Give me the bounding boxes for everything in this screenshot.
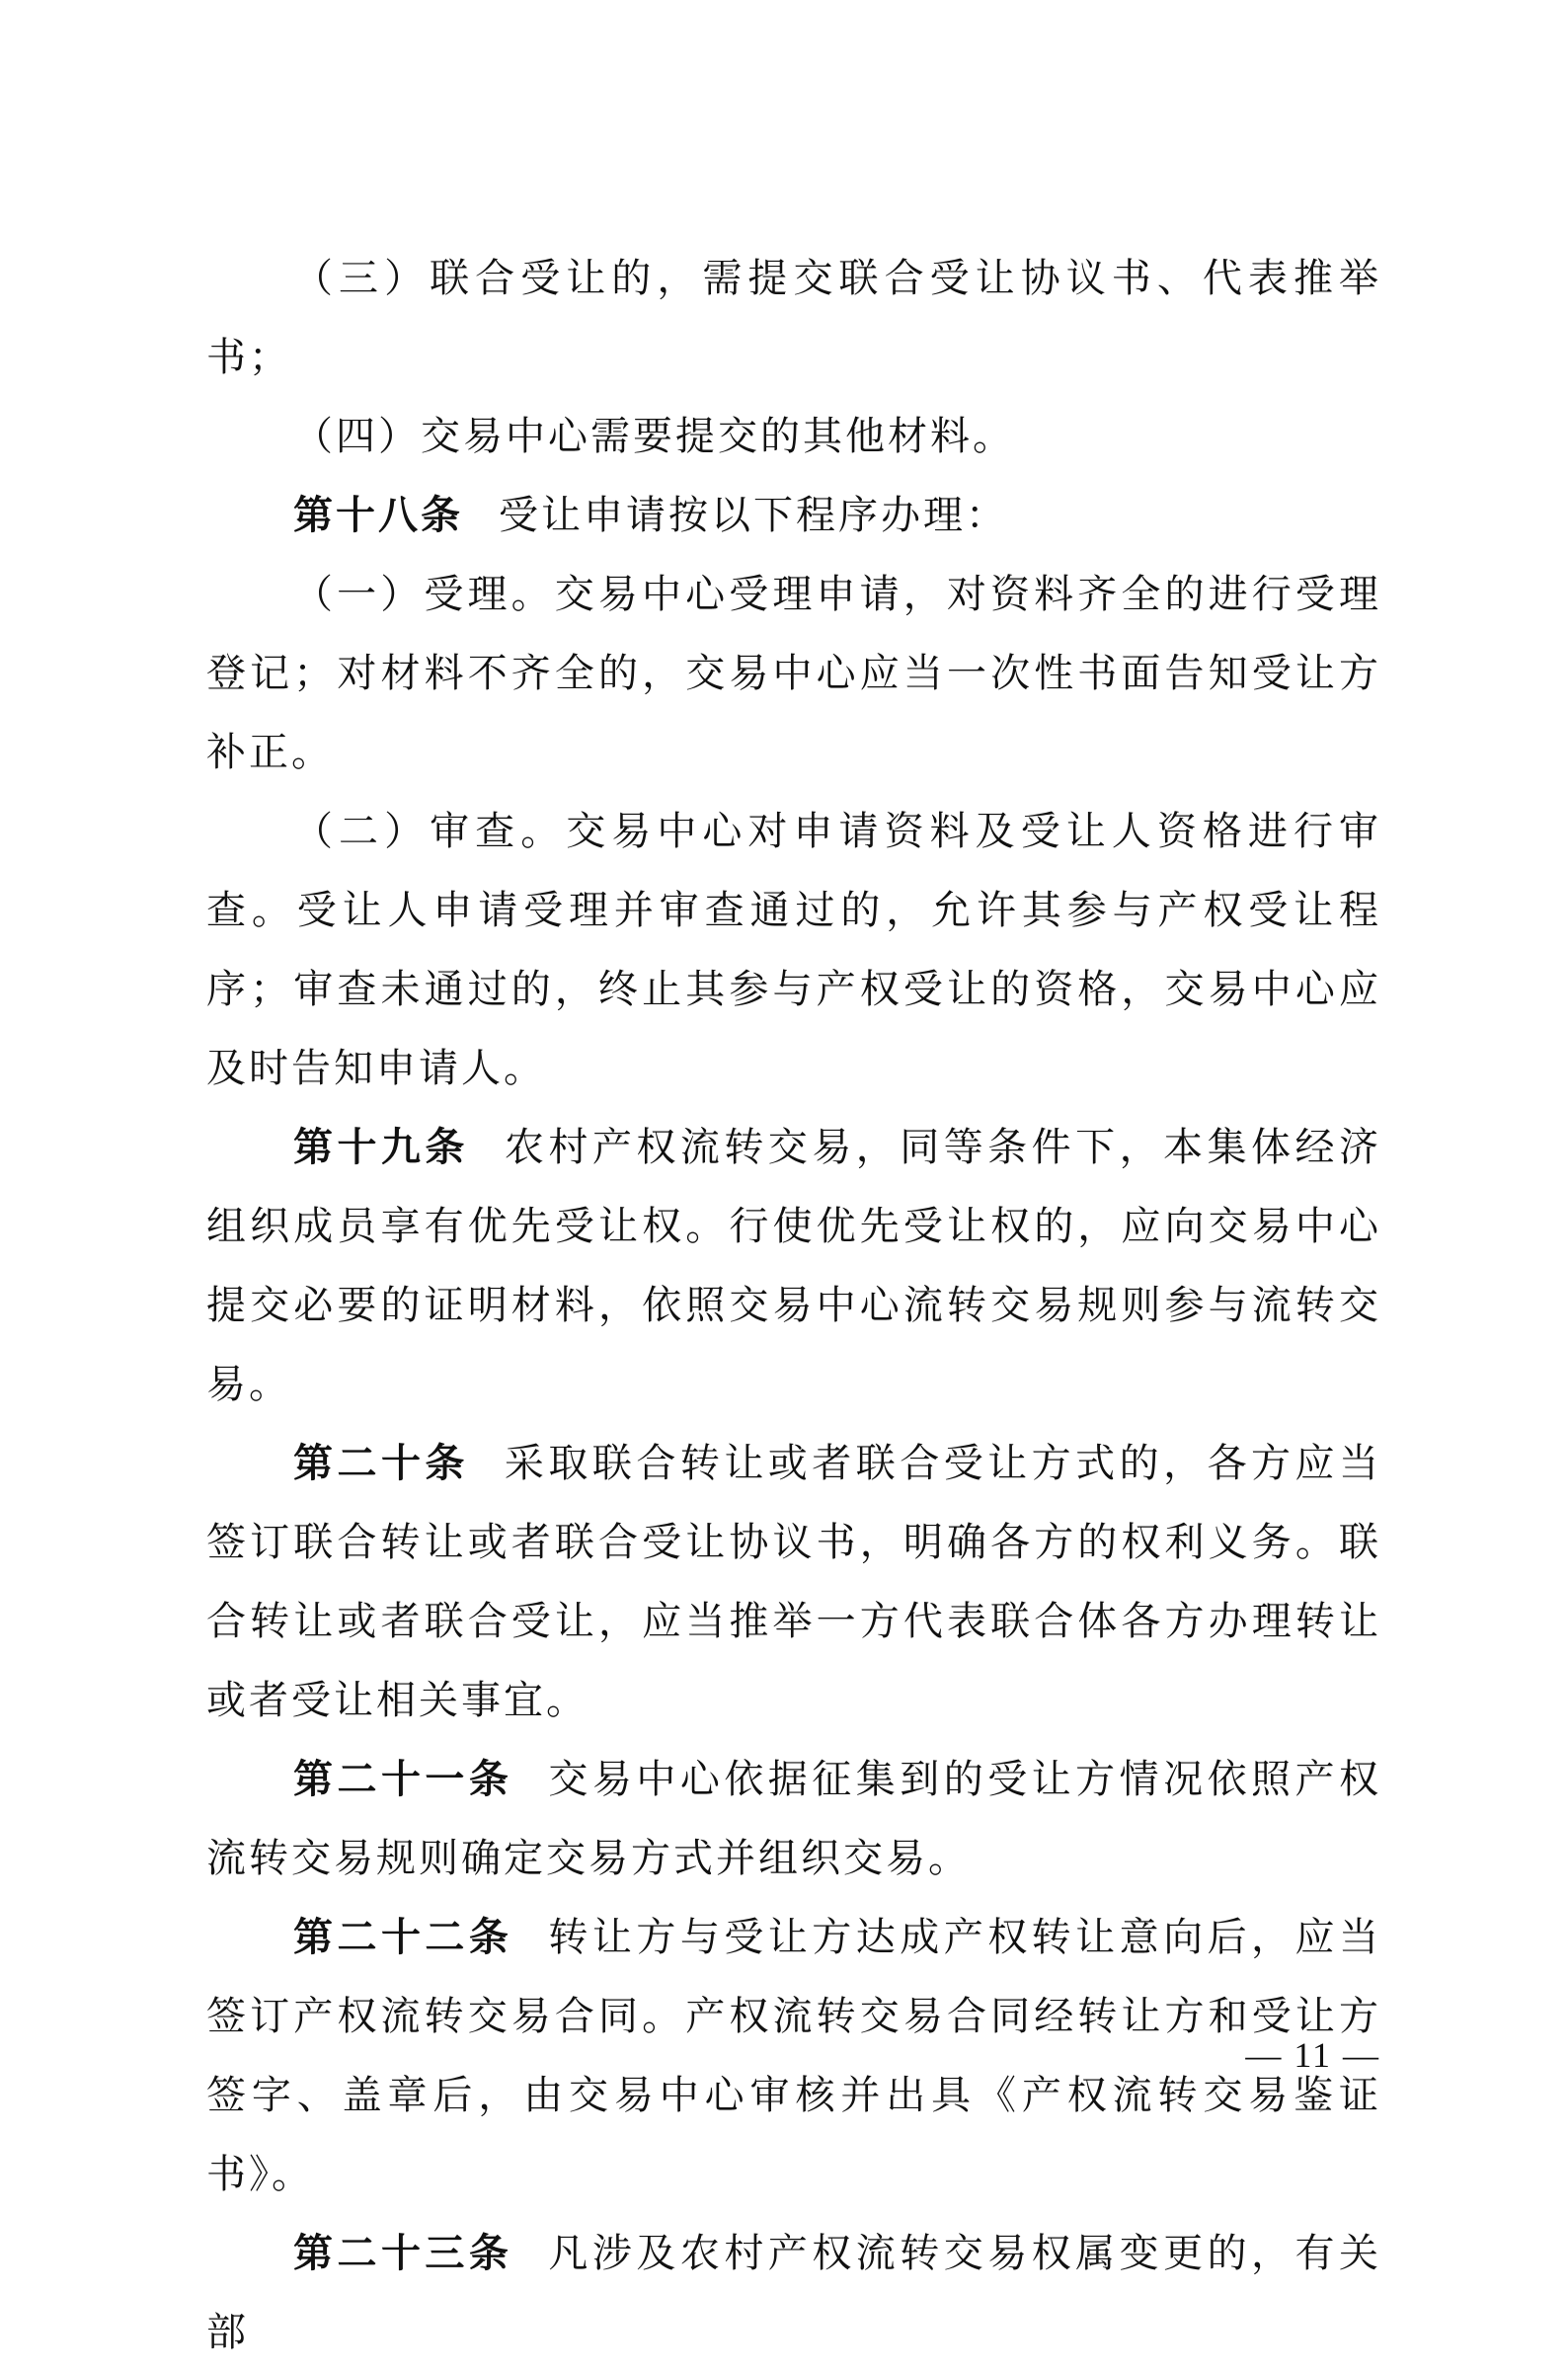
document-body [206, 239, 1381, 2372]
paragraph-text: 受让申请按以下程序办理： [499, 493, 1008, 538]
paragraph-item-2 [206, 792, 1381, 1108]
article-19 [206, 1108, 1381, 1424]
paragraph-text: （四）交易中心需要提交的其他材料。 [293, 414, 1015, 459]
article-title: 第二十三条 [293, 2231, 513, 2276]
article-23 [206, 2214, 1381, 2372]
paragraph-text: 采取联合转让或者联合受让方式的，各方应当签订联合转让或者联合受让协议书，明确各方的权利义务。联合转让或者联合受让，应当推举一方代表联合体各方办理转让或者受让相关事宜。 [206, 1441, 1382, 1723]
article-title: 第二十二条 [293, 1915, 513, 1960]
article-21 [206, 1740, 1381, 1898]
paragraph-text: （二）审查。交易中心对申请资料及受让人资格进行审查。受让人申请受理并审查通过的，允许其参与产权受让程序；审查未通过的，终止其参与产权受让的资格，交易中心应及时告知申请人。 [206, 809, 1381, 1091]
paragraph-text: 交易中心依据征集到的受让方情况依照产权流转交易规则确定交易方式并组织交易。 [206, 1757, 1382, 1881]
paragraph-text: （一）受理。交易中心受理申请，对资料齐全的进行受理登记；对材料不齐全的，交易中心应当一次性书面告知受让方补正。 [206, 572, 1381, 775]
paragraph-item-1 [206, 555, 1381, 792]
paragraph-item-4 [206, 397, 1381, 476]
paragraph-text: （三）联合受让的，需提交联合受让协议书、代表推举书； [206, 256, 1381, 380]
paragraph-text: 农村产权流转交易，同等条件下，本集体经济组织成员享有优先受让权。行使优先受让权的，应向交易中心提交必要的证明材料，依照交易中心流转交易规则参与流转交易。 [206, 1125, 1382, 1407]
article-title: 第十八条 [293, 493, 463, 538]
article-title: 第二十一条 [293, 1757, 513, 1802]
article-18 [206, 476, 1381, 555]
paragraph-item-3 [206, 239, 1381, 397]
article-title: 第十九条 [293, 1125, 469, 1170]
article-22 [206, 1898, 1381, 2214]
paragraph-text: 凡涉及农村产权流转交易权属变更的，有关部 [206, 2231, 1382, 2355]
page-number: — 11 — [1245, 2035, 1380, 2075]
article-20 [206, 1424, 1381, 1740]
article-title: 第二十条 [293, 1441, 469, 1486]
paragraph-text: 转让方与受让方达成产权转让意向后，应当签订产权流转交易合同。产权流转交易合同经转让方和受让方签字、盖章后，由交易中心审核并出具《产权流转交易鉴证书》。 [206, 1915, 1382, 2197]
